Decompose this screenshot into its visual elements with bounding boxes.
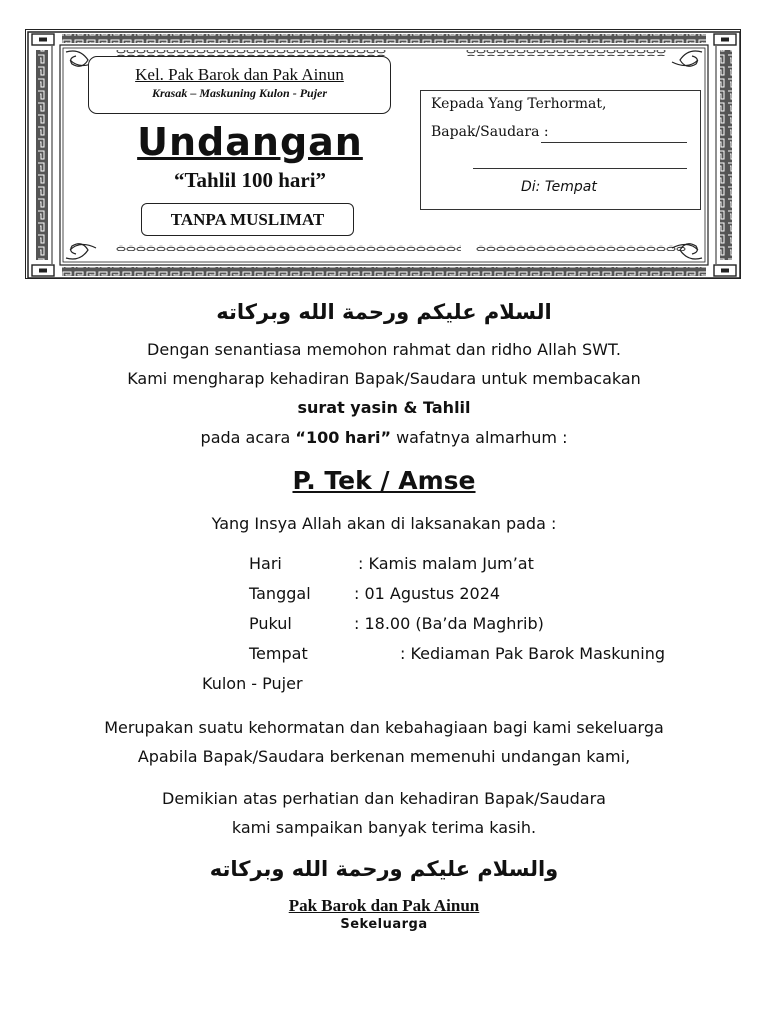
salam-closing: والسلام عليكم ورحمة الله وبركاته (209, 857, 559, 881)
recipient-box (420, 90, 701, 210)
invitation-title: Undangan (137, 120, 363, 164)
closing-line-2: Apabila Bapak/Saudara berkenan memenuhi undangan kami, (137, 747, 631, 766)
closing-line-3: Demikian atas perhatian dan kehadiran Bapak/Saudara (162, 789, 606, 808)
event-name: “100 hari” (295, 428, 391, 447)
signature-subtitle: Sekeluarga (340, 917, 428, 932)
salam-opening: السلام عليكم ورحمة الله وبركاته (216, 300, 552, 324)
sender-name: Kel. Pak Barok dan Pak Ainun (135, 65, 344, 84)
body-line-4-pre: pada acara (200, 428, 296, 447)
body-line-4 (0, 428, 768, 447)
schedule-value-place: : Kediaman Pak Barok Maskuning (400, 644, 666, 663)
body-line-2: Kami mengharap kehadiran Bapak/Saudara untuk membacakan (127, 369, 641, 388)
recipient-label: Bapak/Saudara : (431, 124, 549, 140)
recipient-place: Di: Tempat (521, 179, 597, 195)
body-line-1: Dengan senantiasa memohon rahmat dan ridho Allah SWT. (147, 340, 621, 359)
note-badge: TANPA MUSLIMAT (141, 203, 354, 236)
closing-line-1: Merupakan suatu kehormatan dan kebahagiaan bagi kami sekeluarga (104, 718, 664, 737)
recipient-name-line (541, 142, 687, 143)
schedule-place-continuation: Kulon - Pujer (202, 674, 303, 693)
deceased-name: P. Tek / Amse (292, 466, 476, 495)
closing-line-4: kami sampaikan banyak terima kasih. (231, 818, 537, 837)
recipient-greeting: Kepada Yang Terhormat, (431, 96, 607, 112)
body-line-4-post: wafatnya almarhum : (390, 428, 568, 447)
body-line-3: surat yasin & Tahlil (297, 398, 471, 417)
schedule-label-day: Hari (249, 554, 282, 573)
sender-box (88, 56, 391, 114)
schedule-label-place: Tempat (249, 644, 308, 663)
schedule-label-date: Tanggal (249, 584, 311, 603)
schedule-intro: Yang Insya Allah akan di laksanakan pada : (211, 514, 557, 533)
schedule-value-time: : 18.00 (Ba’da Maghrib) (354, 614, 544, 633)
schedule-value-date: : 01 Agustus 2024 (354, 584, 501, 603)
sender-address: Krasak – Maskuning Kulon - Pujer (151, 86, 328, 100)
signature-name: Pak Barok dan Pak Ainun (288, 896, 480, 915)
invitation-subtitle: “Tahlil 100 hari” (173, 168, 327, 192)
recipient-extra-line (473, 168, 687, 169)
schedule-label-time: Pukul (249, 614, 292, 633)
schedule-value-day: : Kamis malam Jum’at (358, 554, 534, 573)
